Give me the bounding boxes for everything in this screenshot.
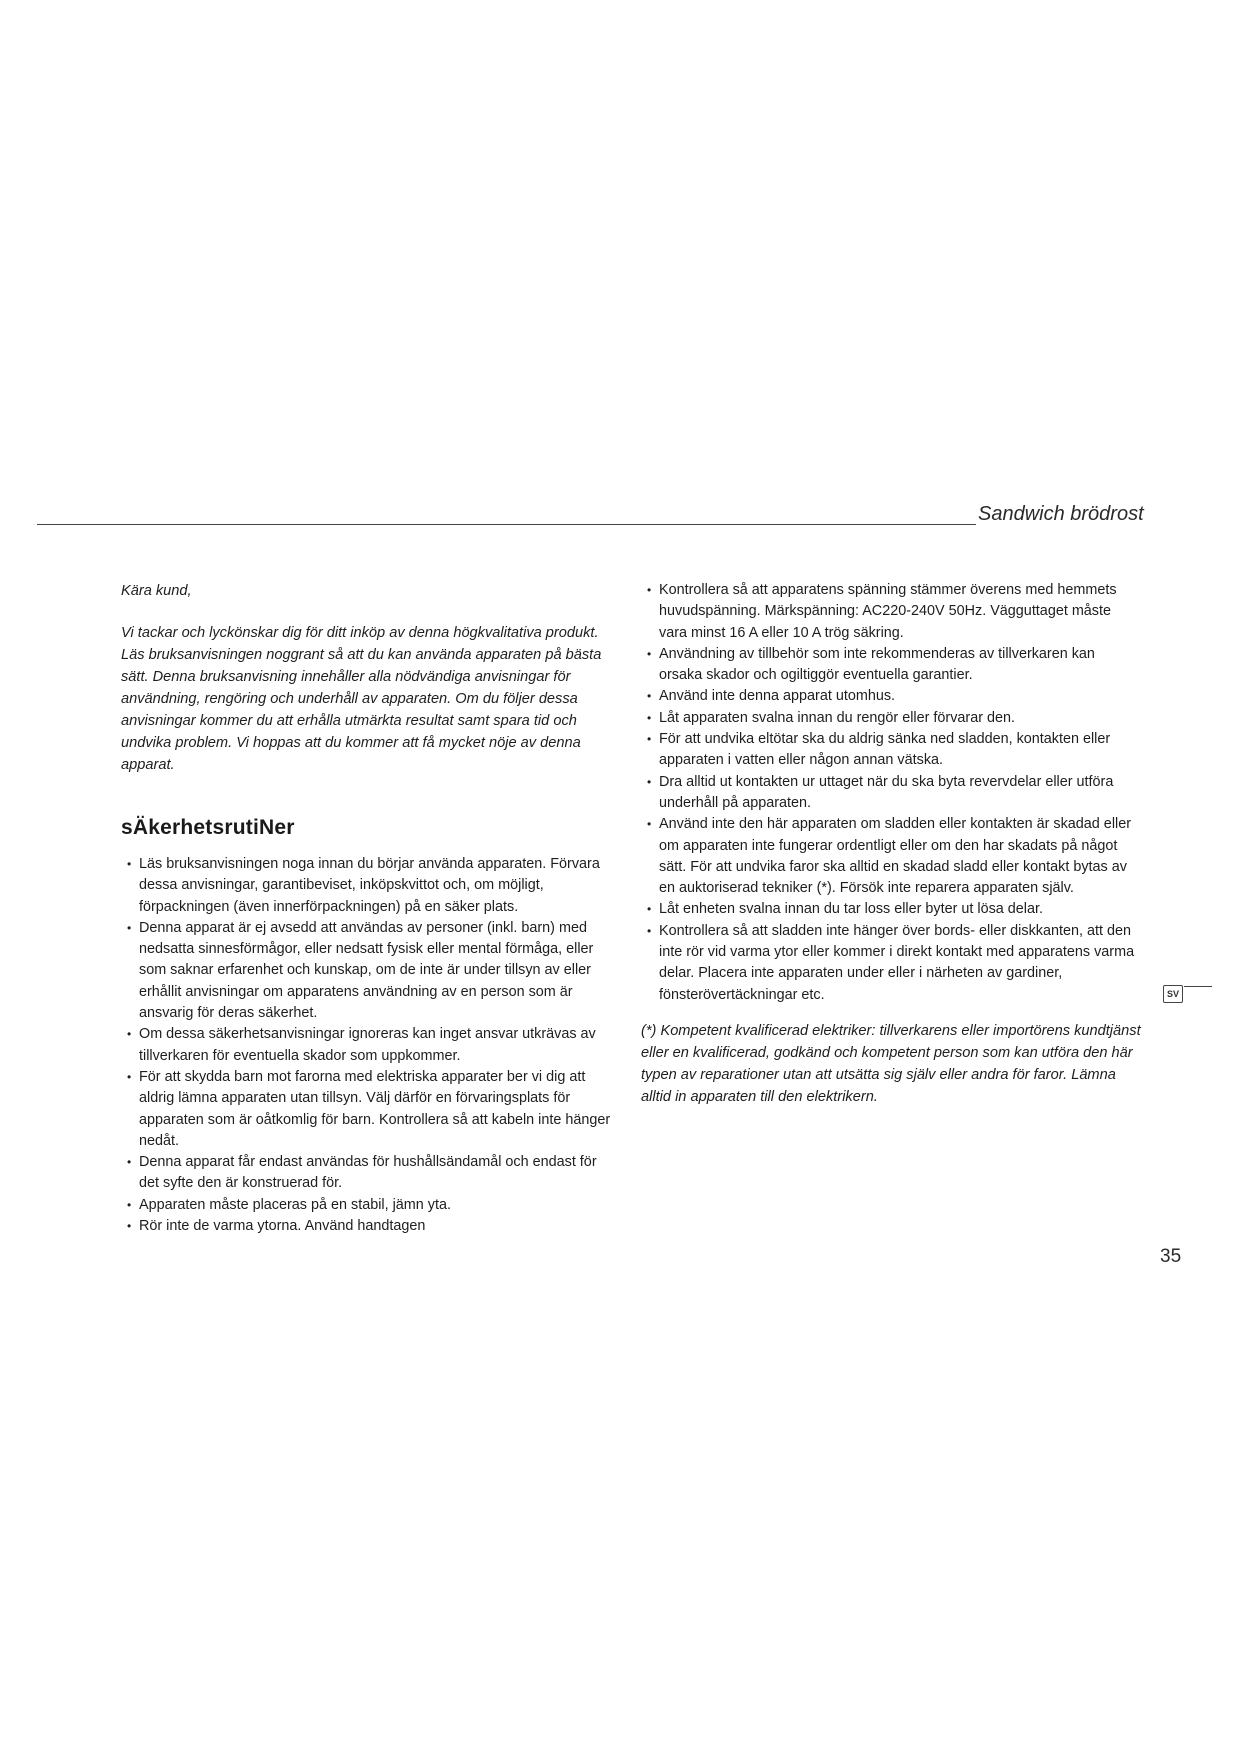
intro-paragraph: Vi tackar och lyckönskar dig för ditt inköp av denna högkvalitativa produkt. Läs bruksanvisningen noggrant så att du kan använda apparaten på bästa sätt. Denna bruksanvisning innehåller alla nödvändiga anvisningar för användning, rengöring och underhåll av apparaten. Om du följer dessa anvisningar kommer du att erhålla utmärkta resultat samt spara tid och undvika problem. Vi hoppas att du kommer att få mycket nöje av denna apparat. (121, 625, 602, 773)
list-item: • Denna apparat får endast användas för hushållsändamål och endast för det syfte den är konstruerad för. (121, 1152, 619, 1195)
language-tab: SV (1163, 985, 1183, 1003)
list-item: • Rör inte de varma ytorna. Använd handtagen (121, 1216, 619, 1237)
list-item: • Kontrollera så att sladden inte hänger över bords- eller diskkanten, att den inte rör vid varma ytor eller kommer i direkt kontakt med apparatens varma delar. Placera inte apparaten under eller i närheten av gardiner, fönsterövertäckningar etc. (641, 921, 1141, 1006)
right-column (641, 580, 1141, 1108)
list-item: • Apparaten måste placeras på en stabil, jämn yta. (121, 1195, 619, 1216)
list-item: • Låt apparaten svalna innan du rengör eller förvarar den. (641, 708, 1141, 729)
header-divider (37, 524, 976, 525)
page-number: 35 (1160, 1246, 1182, 1267)
list-item: • Om dessa säkerhetsanvisningar ignoreras kan inget ansvar utkrävas av tillverkaren för eventuella skador som uppkommer. (121, 1024, 619, 1067)
language-tab-line (1184, 986, 1212, 987)
safety-heading: sÄkerhetsrutiNer (121, 816, 295, 839)
list-item: • Kontrollera så att apparatens spänning stämmer överens med hemmets huvudspänning. Märkspänning: AC220-240V 50Hz. Vägguttaget måste vara minst 16 A eller 10 A trög säkring. (641, 580, 1141, 644)
list-item: • Läs bruksanvisningen noga innan du börjar använda apparaten. Förvara dessa anvisningar, garantibeviset, inköpskvittot och, om möjligt, förpackningen (även innerförpackningen) på en säker plats. (121, 854, 619, 918)
left-column (121, 580, 619, 1237)
page-header-title: Sandwich brödrost (978, 503, 1144, 525)
safety-list-left (121, 854, 619, 1237)
list-item: • Låt enheten svalna innan du tar loss eller byter ut lösa delar. (641, 899, 1141, 920)
safety-list-right (641, 580, 1141, 1006)
list-item: • Använd inte denna apparat utomhus. (641, 686, 1141, 707)
list-item: • Dra alltid ut kontakten ur uttaget när du ska byta revervdelar eller utföra underhåll på apparaten. (641, 772, 1141, 815)
list-item: • För att undvika eltötar ska du aldrig sänka ned sladden, kontakten eller apparaten i vatten eller någon annan vätska. (641, 729, 1141, 772)
list-item: • För att skydda barn mot farorna med elektriska apparater ber vi dig att aldrig lämna apparaten utan tillsyn. Välj därför en förvaringsplats för apparaten som är oåtkomlig för barn. Kontrollera så att kabeln inte hänger nedåt. (121, 1067, 619, 1152)
list-item: • Användning av tillbehör som inte rekommenderas av tillverkaren kan orsaka skador och ogiltiggör eventuella garantier. (641, 644, 1141, 687)
list-item: • Använd inte den här apparaten om sladden eller kontakten är skadad eller om apparaten inte fungerar ordentligt eller om den har skadats på något sätt. För att undvika faror ska alltid en skadad sladd eller kontakt bytas av en auktoriserad tekniker (*). Försök inte reparera apparaten själv. (641, 814, 1141, 899)
footnote: (*) Kompetent kvalificerad elektriker: tillverkarens eller importörens kundtjänst eller en kvalificerad, godkänd och kompetent person som kan utföra den här typen av reparationer utan att utsätta sig själv eller andra för faror. Lämna alltid in apparaten till den elektrikern. (641, 1022, 1141, 1105)
list-item: • Denna apparat är ej avsedd att användas av personer (inkl. barn) med nedsatta sinnesförmågor, eller nedsatt fysisk eller mental förmåga, eller som saknar erfarenhet och kunskap, om de inte är under tillsyn av eller erhållit anvisningar om apparatens användning av en person som är ansvarig för deras säkerhet. (121, 918, 619, 1024)
greeting: Kära kund, (121, 583, 192, 599)
